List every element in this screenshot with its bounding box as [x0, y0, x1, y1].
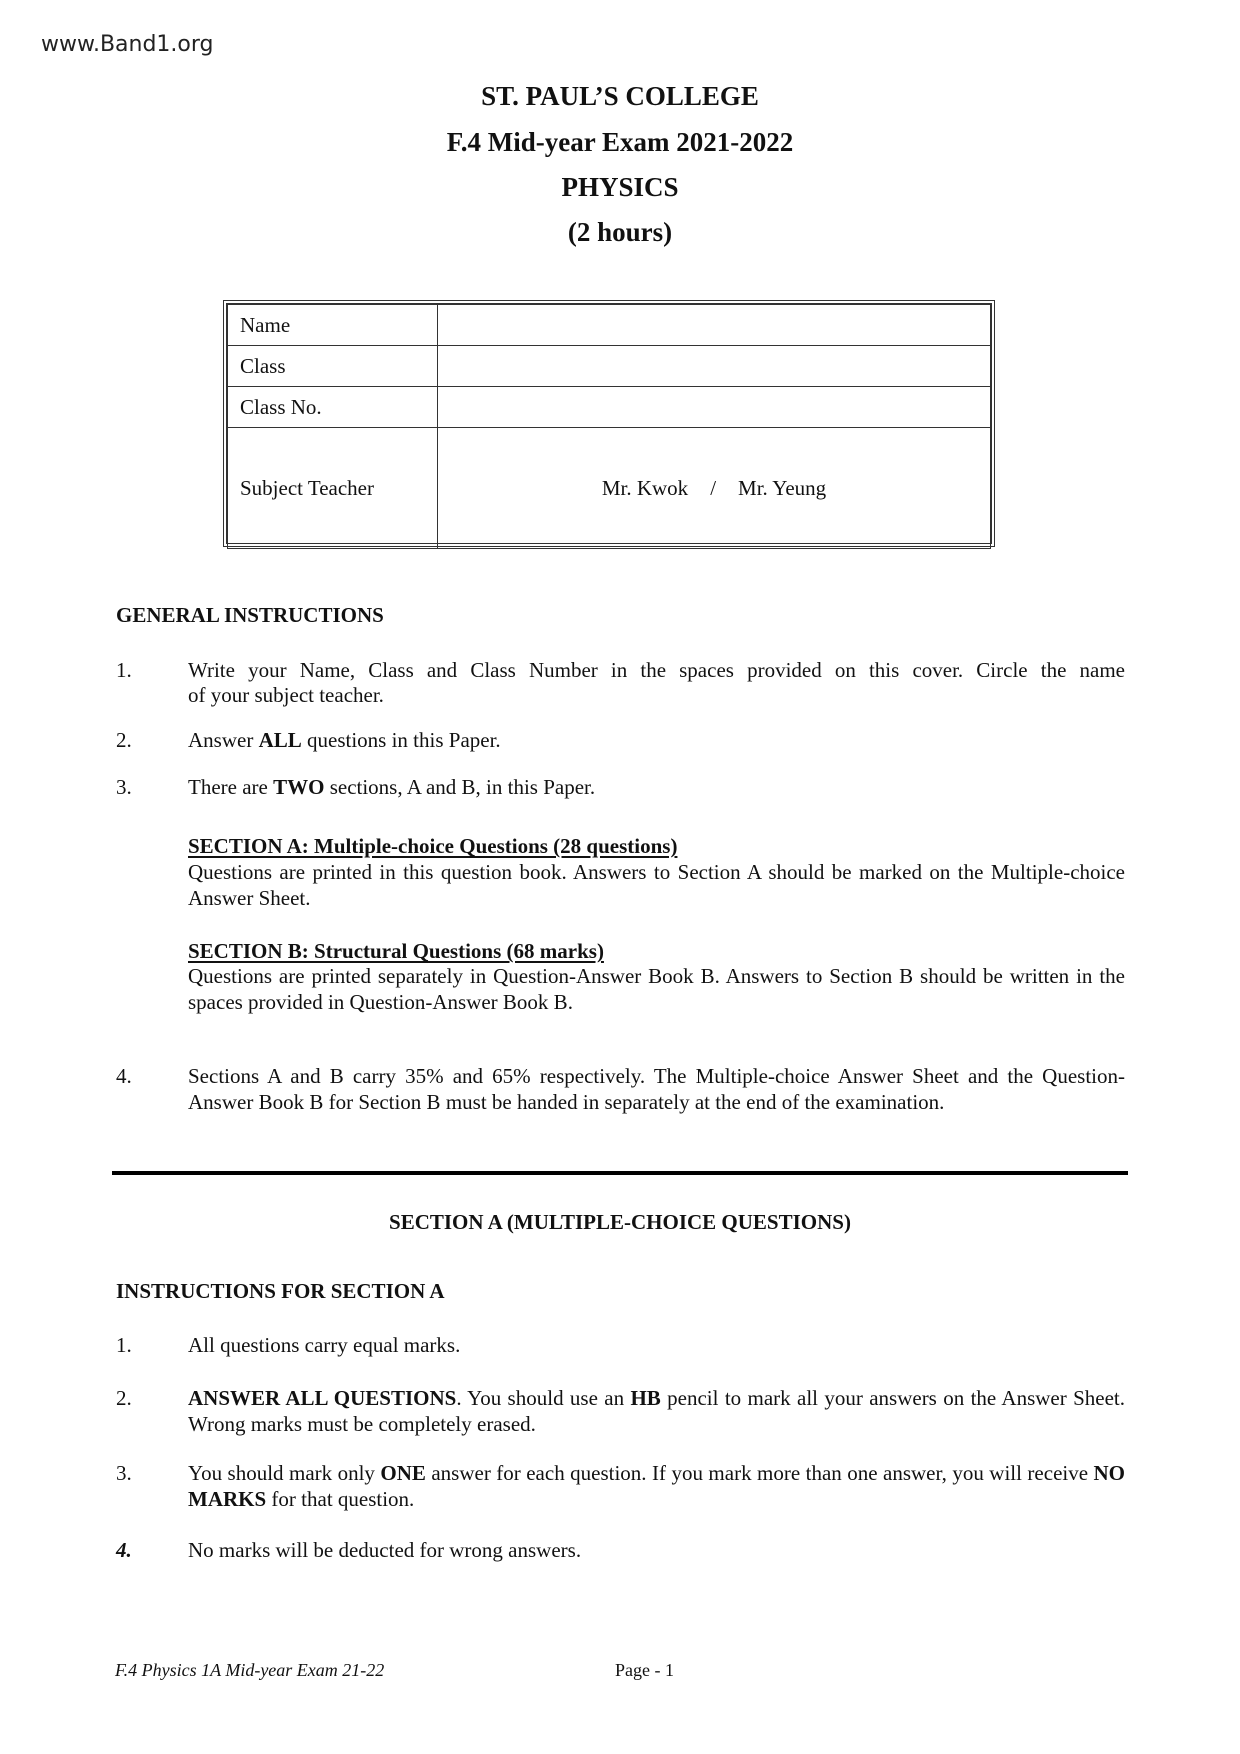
- sa-item-3-bold-1: ONE: [380, 1461, 426, 1485]
- sa-item-3-number: 3.: [116, 1461, 132, 1485]
- gi-item-1-line-1: Write your Name, Class and Class Number in the spaces provided on this cover. Circle the name: [188, 658, 1125, 682]
- exam-duration: (2 hours): [567, 217, 673, 247]
- table-row-subject-teacher: [228, 428, 991, 549]
- gi-item-3-text: [188, 775, 595, 800]
- table-row-class-no: [228, 387, 991, 428]
- gi-item-2-post: questions in this Paper.: [301, 728, 501, 752]
- teacher-option-kwok[interactable]: Mr. Kwok: [601, 475, 689, 500]
- teacher-option-yeung[interactable]: Mr. Yeung: [738, 475, 827, 500]
- gi-item-3-bold: TWO: [273, 775, 325, 799]
- school-name: ST. PAUL’S COLLEGE: [481, 81, 759, 111]
- table-row-class: [228, 346, 991, 387]
- section-divider: [112, 1171, 1128, 1175]
- gi-item-2-bold: ALL: [258, 728, 302, 752]
- teacher-separator: /: [710, 475, 717, 500]
- sa-item-2-bold-2: HB: [630, 1386, 661, 1410]
- sa-item-2-number: 2.: [116, 1386, 132, 1410]
- class-label: Class: [228, 346, 438, 387]
- sa-item-3-pre: You should mark only: [188, 1461, 381, 1485]
- footer-exam-label: F.4 Physics 1A Mid-year Exam 21-22: [115, 1660, 385, 1680]
- gi-item-3-number: 3.: [116, 775, 132, 799]
- sa-item-3-mid: answer for each question. If you mark more than one answer, you will receive: [425, 1461, 1094, 1485]
- section-b-description: Questions are printed separately in Question-Answer Book B. Answers to Section B should be written in the spaces provided in Question-Answer Book B.: [188, 964, 1125, 1014]
- sa-item-1-text: All questions carry equal marks.: [188, 1333, 461, 1357]
- general-instructions-heading: GENERAL INSTRUCTIONS: [116, 603, 384, 627]
- section-b-subheading: SECTION B: Structural Questions (68 marks): [188, 939, 604, 963]
- subject-teacher-options: [438, 428, 991, 549]
- section-a-subheading: SECTION A: Multiple-choice Questions (28 questions): [188, 834, 678, 858]
- sa-item-3-bold-2: NO MARKS: [188, 1461, 1125, 1511]
- sa-item-4-number: 4.: [116, 1538, 132, 1562]
- sa-item-2-mid-2: pencil to mark all your answers on the Answer Sheet. Wrong marks must be completely erased.: [188, 1386, 1126, 1436]
- class-no-field[interactable]: [438, 387, 991, 428]
- name-label: Name: [228, 305, 438, 346]
- section-a-description: Questions are printed in this question book. Answers to Section A should be marked on the Multiple-choice Answer Sheet.: [188, 860, 1125, 910]
- page-number: Page - 1: [615, 1660, 674, 1680]
- section-a-instructions-heading: INSTRUCTIONS FOR SECTION A: [116, 1279, 445, 1303]
- exam-title: F.4 Mid-year Exam 2021-2022: [446, 127, 794, 157]
- gi-item-3-pre: There are: [188, 775, 274, 799]
- section-a-title: SECTION A (MULTIPLE-CHOICE QUESTIONS): [389, 1210, 851, 1234]
- gi-item-3-post: sections, A and B, in this Paper.: [324, 775, 596, 799]
- watermark-url: www.Band1.org: [41, 32, 214, 57]
- gi-item-1-number: 1.: [116, 658, 132, 682]
- gi-item-4-text: Sections A and B carry 35% and 65% respectively. The Multiple-choice Answer Sheet and the Question-Answer Book B for Section B must be handed in separately at the end of the examination.: [188, 1064, 1125, 1114]
- gi-item-2-text: [188, 728, 501, 753]
- subject-title: PHYSICS: [561, 172, 679, 202]
- gi-item-4-number: 4.: [116, 1064, 132, 1088]
- subject-teacher-label: Subject Teacher: [228, 428, 438, 549]
- gi-item-2-number: 2.: [116, 728, 132, 752]
- name-field[interactable]: [438, 305, 991, 346]
- table-row-name: [228, 305, 991, 346]
- class-field[interactable]: [438, 346, 991, 387]
- sa-item-2-mid-1: . You should use an: [456, 1386, 631, 1410]
- sa-item-1-number: 1.: [116, 1333, 132, 1357]
- class-no-label: Class No.: [228, 387, 438, 428]
- sa-item-4-text: No marks will be deducted for wrong answers.: [188, 1538, 582, 1562]
- student-info-table: [223, 300, 995, 547]
- sa-item-2-text: [188, 1386, 1125, 1437]
- gi-item-2-pre: Answer: [188, 728, 259, 752]
- sa-item-3-post: for that question.: [266, 1486, 415, 1511]
- sa-item-3-text: [188, 1461, 1125, 1512]
- sa-item-2-bold-1: ANSWER ALL QUESTIONS: [188, 1386, 457, 1410]
- gi-item-1-line-2: of your subject teacher.: [188, 683, 384, 707]
